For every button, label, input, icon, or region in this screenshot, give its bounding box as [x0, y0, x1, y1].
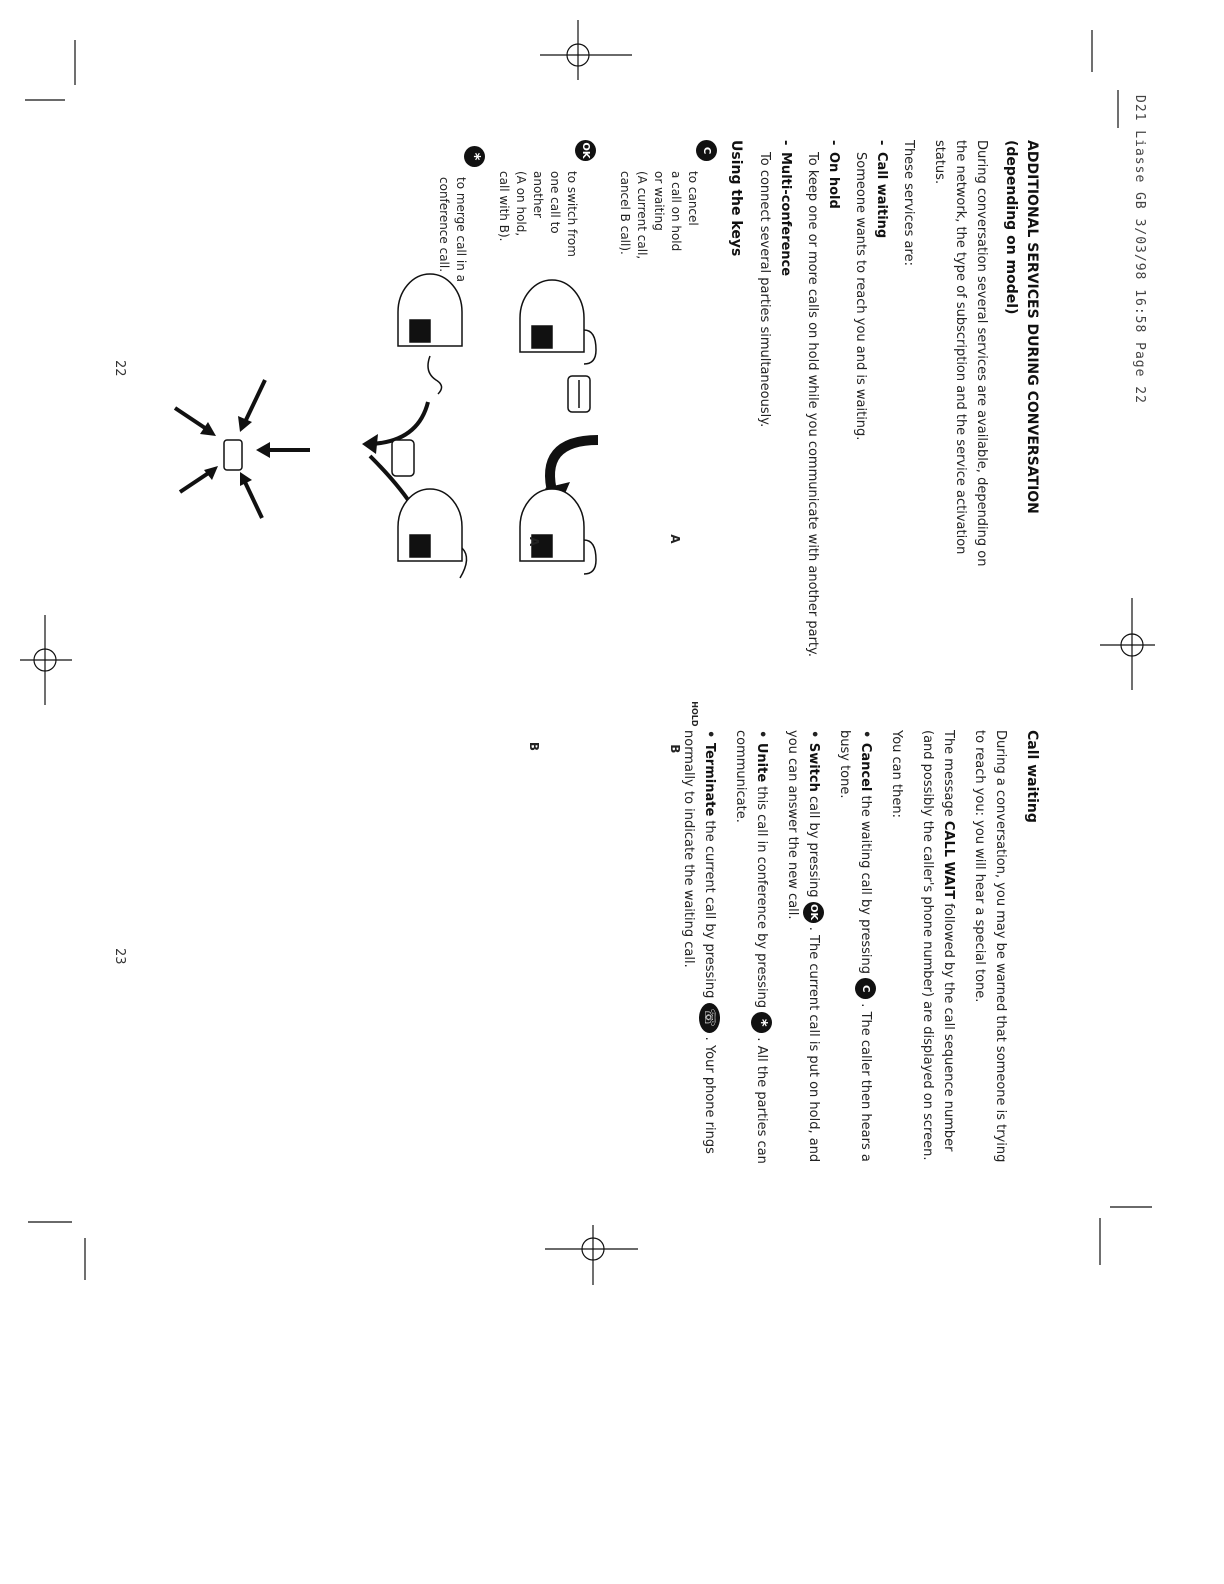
- paragraph-message: The message CALL WAIT followed by the call sequence number (and possibly the caller's phone number) are displayed on screen.: [920, 730, 956, 1161]
- registration-target-right: [1100, 598, 1155, 690]
- c-key-icon: C: [696, 140, 717, 161]
- key-conference: [435, 140, 485, 1000]
- ok-key-icon: OK: [575, 140, 596, 161]
- arrow-to-handset-icon: [370, 402, 428, 444]
- service-on-hold: [802, 140, 844, 800]
- page-number-22: 22: [112, 360, 127, 377]
- star-key-icon: *: [751, 1012, 772, 1033]
- star-key-icon: *: [464, 146, 485, 167]
- hang-up-key-icon: ☏: [699, 1003, 720, 1033]
- handset-icon: [224, 440, 242, 470]
- intro-paragraph: During conversation several services are available, depending on the network, the type of subscription and the service activation status.: [932, 140, 989, 567]
- key-desc: to switch from one call to another (A on hold, call with B).: [497, 171, 579, 257]
- section-title: ADDITIONAL SERVICES DURING CONVERSATION (depending on model): [1003, 140, 1040, 514]
- page-number-23: 23: [112, 948, 127, 965]
- right-page: [678, 730, 1042, 1170]
- handset-icon: [392, 440, 414, 476]
- service-name: - Multi-conference: [775, 140, 796, 1000]
- paragraph-options: You can then:: [889, 730, 904, 818]
- registration-target-left: [20, 615, 72, 705]
- label-a: A: [527, 536, 541, 547]
- print-header: [1129, 95, 1150, 515]
- call-waiting-title: Call waiting: [1024, 730, 1040, 823]
- service-desc: To connect several parties simultaneously.: [757, 152, 772, 428]
- registration-target-bottom: [545, 1225, 638, 1285]
- service-name: - Call waiting: [871, 140, 892, 1000]
- registration-target-top: [540, 20, 632, 80]
- bullet-cancel: • Cancel the waiting call by pressing C . The caller then hears a busy tone.: [834, 730, 876, 1170]
- bullet-switch: • Switch call by pressing OK . The current call is put on hold, and you can answer the new call.: [782, 730, 824, 1170]
- key-switch: [495, 140, 596, 1000]
- service-name: - On hold: [823, 140, 844, 800]
- c-key-icon: C: [855, 978, 876, 999]
- key-desc: to merge call in a conference call.: [437, 177, 468, 283]
- keys-title: Using the keys: [728, 140, 744, 257]
- label-b: B: [527, 741, 541, 752]
- key-desc: to cancel a call on hold or waiting (A current call, cancel B call).: [618, 171, 700, 260]
- bullet-unite: • Unite this call in conference by pressing * . All the parties can communicate.: [730, 730, 772, 1170]
- header-text: D21 Liasse GB 3/03/98 16:58 Page 22: [1132, 95, 1147, 404]
- services-intro: These services are:: [901, 140, 916, 266]
- label-a: A: [668, 534, 682, 544]
- service-desc: Someone wants to reach you and is waiting.: [853, 152, 868, 441]
- paragraph-warning: During a conversation, you may be warned that someone is trying to reach you: you will hear a special tone.: [972, 730, 1008, 1163]
- label-b: B: [668, 744, 682, 754]
- service-desc: To keep one or more calls on hold while you communicate with another party.: [805, 152, 820, 658]
- conference-diagram: [175, 380, 310, 518]
- label-hold: HOLD: [690, 701, 699, 727]
- bullet-terminate: • Terminate the current call by pressing ☏ . Your phone rings normally to indicate the waiting call.: [678, 730, 720, 1170]
- ok-key-icon: OK: [803, 902, 824, 923]
